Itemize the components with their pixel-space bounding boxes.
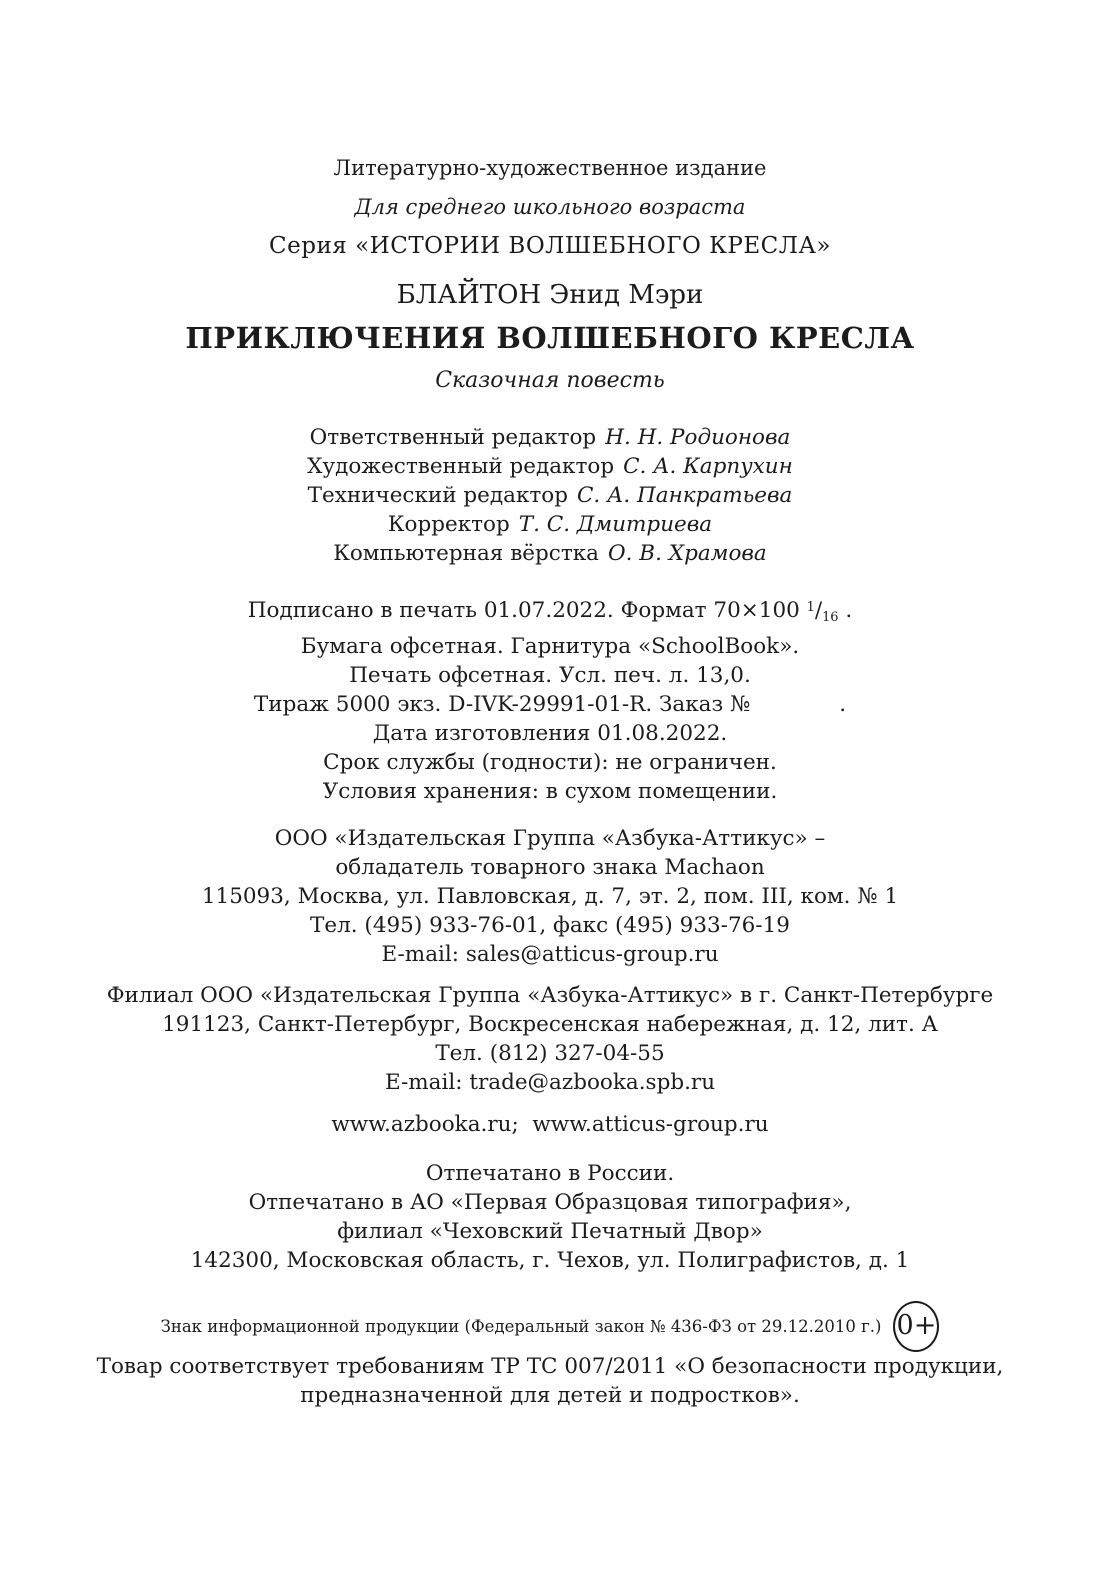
printing-address: 142300, Московская область, г. Чехов, ул. Полиграфистов, д. 1 bbox=[190, 1248, 910, 1273]
format-fraction-slash: / bbox=[814, 598, 823, 623]
format-fraction-denominator: 16 bbox=[822, 610, 839, 625]
print-format-suffix: . bbox=[838, 598, 853, 623]
staff-role: Корректор bbox=[387, 512, 510, 537]
compliance-row bbox=[0, 1301, 1100, 1352]
staff-role: Художественный редактор bbox=[307, 454, 615, 479]
print-detail-line: Срок службы (годности): не ограничен. bbox=[323, 750, 777, 775]
book-title: ПРИКЛЮЧЕНИЯ ВОЛШЕБНОГО КРЕСЛА bbox=[185, 321, 915, 355]
print-format-prefix: Подписано в печать 01.07.2022. Формат 70×100 bbox=[247, 598, 807, 623]
staff-person: С. А. Панкратьева bbox=[576, 483, 793, 508]
publisher-line: ООО «Издательская Группа «Азбука-Аттикус» – bbox=[274, 826, 826, 851]
print-detail-line: Печать офсетная. Усл. печ. л. 13,0. bbox=[349, 663, 751, 688]
branch-address: 191123, Санкт-Петербург, Воскресенская набережная, д. 12, лит. А bbox=[162, 1012, 938, 1037]
publisher-block bbox=[0, 824, 1100, 969]
branch-block bbox=[0, 981, 1100, 1097]
printing-block bbox=[0, 1159, 1100, 1275]
print-format-line bbox=[0, 593, 1100, 632]
age-note: Для среднего школьного возраста bbox=[354, 195, 746, 219]
publisher-address: 115093, Москва, ул. Павловская, д. 7, эт. 2, пом. III, ком. № 1 bbox=[201, 884, 899, 909]
print-detail-line: Бумага офсетная. Гарнитура «SchoolBook». bbox=[300, 634, 800, 659]
staff-block bbox=[0, 423, 1100, 568]
publisher-phone: Тел. (495) 933-76-01, факс (495) 933-76-19 bbox=[310, 913, 790, 938]
websites-line: www.azbooka.ru; www.atticus-group.ru bbox=[331, 1112, 769, 1137]
staff-person: Т. С. Дмитриева bbox=[518, 512, 713, 537]
staff-row bbox=[0, 539, 1100, 568]
printing-line: филиал «Чеховский Печатный Двор» bbox=[337, 1219, 763, 1244]
staff-person: С. А. Карпухин bbox=[623, 454, 793, 479]
branch-line: Филиал ООО «Издательская Группа «Азбука-Аттикус» в г. Санкт-Петербурге bbox=[106, 983, 994, 1008]
print-detail-line: Дата изготовления 01.08.2022. bbox=[372, 721, 728, 746]
staff-row bbox=[0, 510, 1100, 539]
series-title: Серия «ИСТОРИИ ВОЛШЕБНОГО КРЕСЛА» bbox=[269, 233, 831, 259]
print-detail-line: Тираж 5000 экз. D-IVK-29991-01-R. Заказ № . bbox=[253, 692, 847, 717]
staff-person: О. В. Храмова bbox=[608, 541, 767, 566]
age-rating-badge: 0+ bbox=[893, 1301, 939, 1352]
staff-row bbox=[0, 423, 1100, 452]
publisher-line: обладатель товарного знака Machaon bbox=[335, 855, 765, 880]
compliance-text: Товар соответствует требованиям ТР ТС 007/2011 «О безопасности продукции, bbox=[96, 1354, 1004, 1379]
staff-role: Ответственный редактор bbox=[309, 425, 597, 450]
author-name: БЛАЙТОН Энид Мэри bbox=[396, 280, 704, 310]
staff-row bbox=[0, 452, 1100, 481]
compliance-block bbox=[0, 1301, 1100, 1410]
printing-line: Отпечатано в России. bbox=[425, 1161, 675, 1186]
printing-line: Отпечатано в АО «Первая Образцовая типография», bbox=[248, 1190, 852, 1215]
staff-role: Технический редактор bbox=[307, 483, 568, 508]
print-details-block bbox=[0, 593, 1100, 806]
compliance-law-text: Знак информационной продукции (Федеральный закон № 436-ФЗ от 29.12.2010 г.) bbox=[160, 1316, 882, 1336]
book-subtitle: Сказочная повесть bbox=[435, 368, 665, 393]
branch-phone: Тел. (812) 327-04-55 bbox=[435, 1041, 665, 1066]
print-detail-line: Условия хранения: в сухом помещении. bbox=[322, 779, 778, 804]
branch-email: E-mail: trade@azbooka.spb.ru bbox=[384, 1070, 716, 1095]
staff-role: Компьютерная вёрстка bbox=[333, 541, 599, 566]
compliance-text: предназначенной для детей и подростков». bbox=[300, 1383, 800, 1408]
format-fraction-numerator: 1 bbox=[806, 600, 815, 615]
staff-row bbox=[0, 481, 1100, 510]
publisher-email: E-mail: sales@atticus-group.ru bbox=[381, 942, 719, 967]
staff-person: Н. Н. Родионова bbox=[605, 425, 791, 450]
edition-type: Литературно-художественное издание bbox=[333, 156, 767, 180]
